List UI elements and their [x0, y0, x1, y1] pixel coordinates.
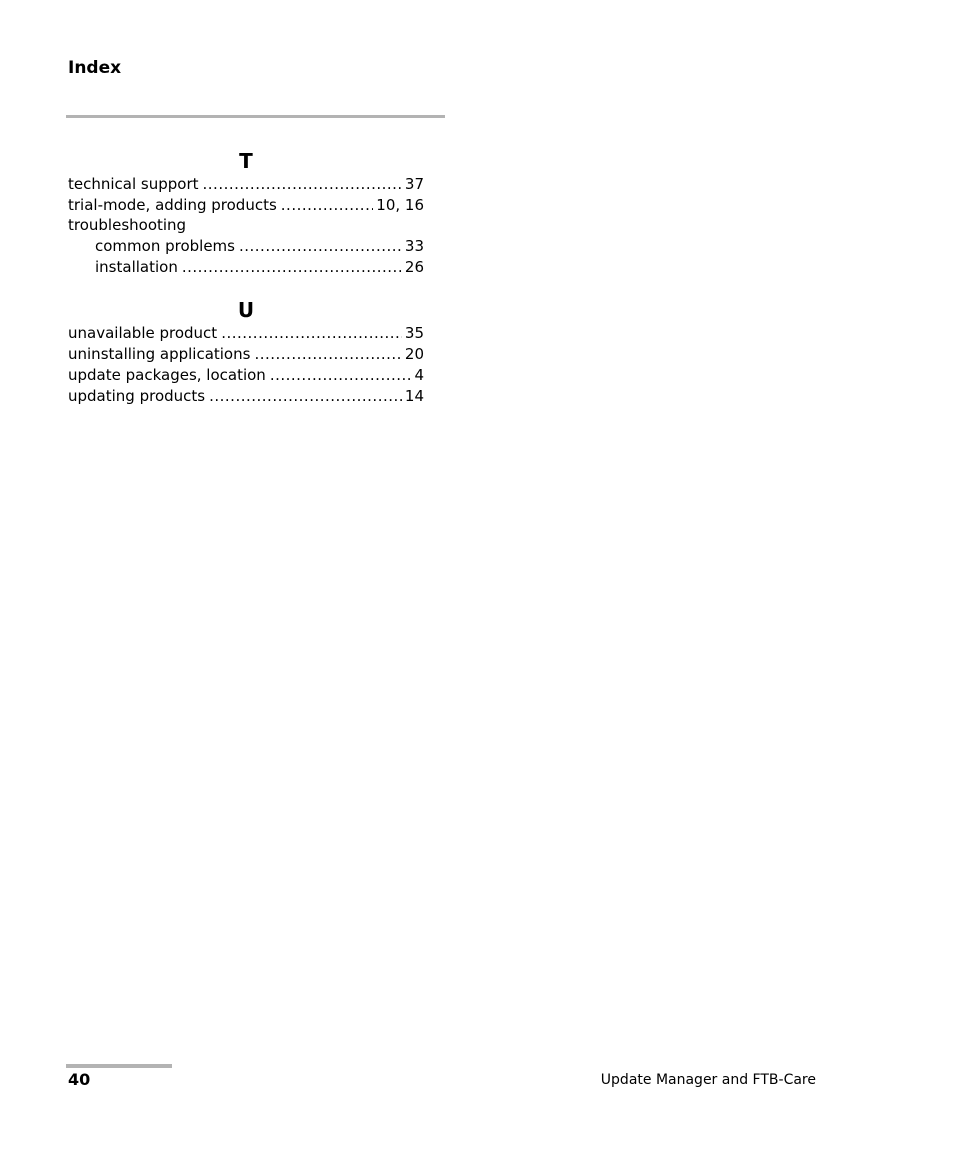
entry-term: updating products	[68, 386, 206, 405]
index-section-t	[68, 148, 424, 277]
entry-term: troubleshooting	[68, 216, 187, 235]
dot-leader	[239, 236, 402, 257]
entry-pages: 26	[404, 257, 424, 276]
entry-pages: 14	[404, 386, 424, 405]
index-subentry	[68, 236, 424, 257]
dot-leader	[182, 257, 402, 278]
dot-leader	[254, 344, 401, 365]
index-section-u	[68, 297, 424, 406]
section-letter-heading: T	[239, 149, 253, 173]
dot-leader	[221, 323, 402, 344]
entry-term: uninstalling applications	[68, 345, 251, 364]
entry-term: technical support	[68, 175, 199, 193]
entry-pages: 4	[414, 365, 424, 384]
index-entry-parent	[68, 215, 424, 236]
dot-leader	[281, 195, 374, 216]
entry-term: trial-mode, adding products	[68, 195, 277, 214]
index-entry	[68, 386, 424, 407]
section-letter-heading: U	[237, 298, 255, 323]
entry-term: common problems	[95, 237, 235, 256]
index-subentry	[68, 257, 424, 278]
document-title: Update Manager and FTB-Care	[600, 1072, 816, 1088]
running-head-title: Index	[68, 58, 122, 78]
header-rule	[66, 115, 445, 118]
entry-pages: 37	[404, 175, 424, 193]
entry-pages: 35	[404, 324, 424, 343]
index-entry	[68, 323, 424, 344]
entry-pages: 20	[404, 345, 424, 364]
dot-leader	[203, 174, 402, 195]
entry-pages: 10, 16	[376, 195, 424, 214]
entry-pages: 33	[404, 237, 424, 256]
entry-term: update packages, location	[68, 365, 266, 384]
entry-term: unavailable product	[68, 324, 218, 343]
entry-term: installation	[95, 257, 178, 276]
index-column	[68, 148, 424, 426]
dot-leader	[209, 386, 402, 407]
index-entry	[68, 365, 424, 386]
index-entry	[68, 195, 424, 216]
index-entry	[68, 174, 424, 195]
dot-leader	[270, 365, 412, 386]
footer-rule	[66, 1064, 172, 1068]
page-number: 40	[68, 1070, 91, 1089]
index-entry	[68, 344, 424, 365]
